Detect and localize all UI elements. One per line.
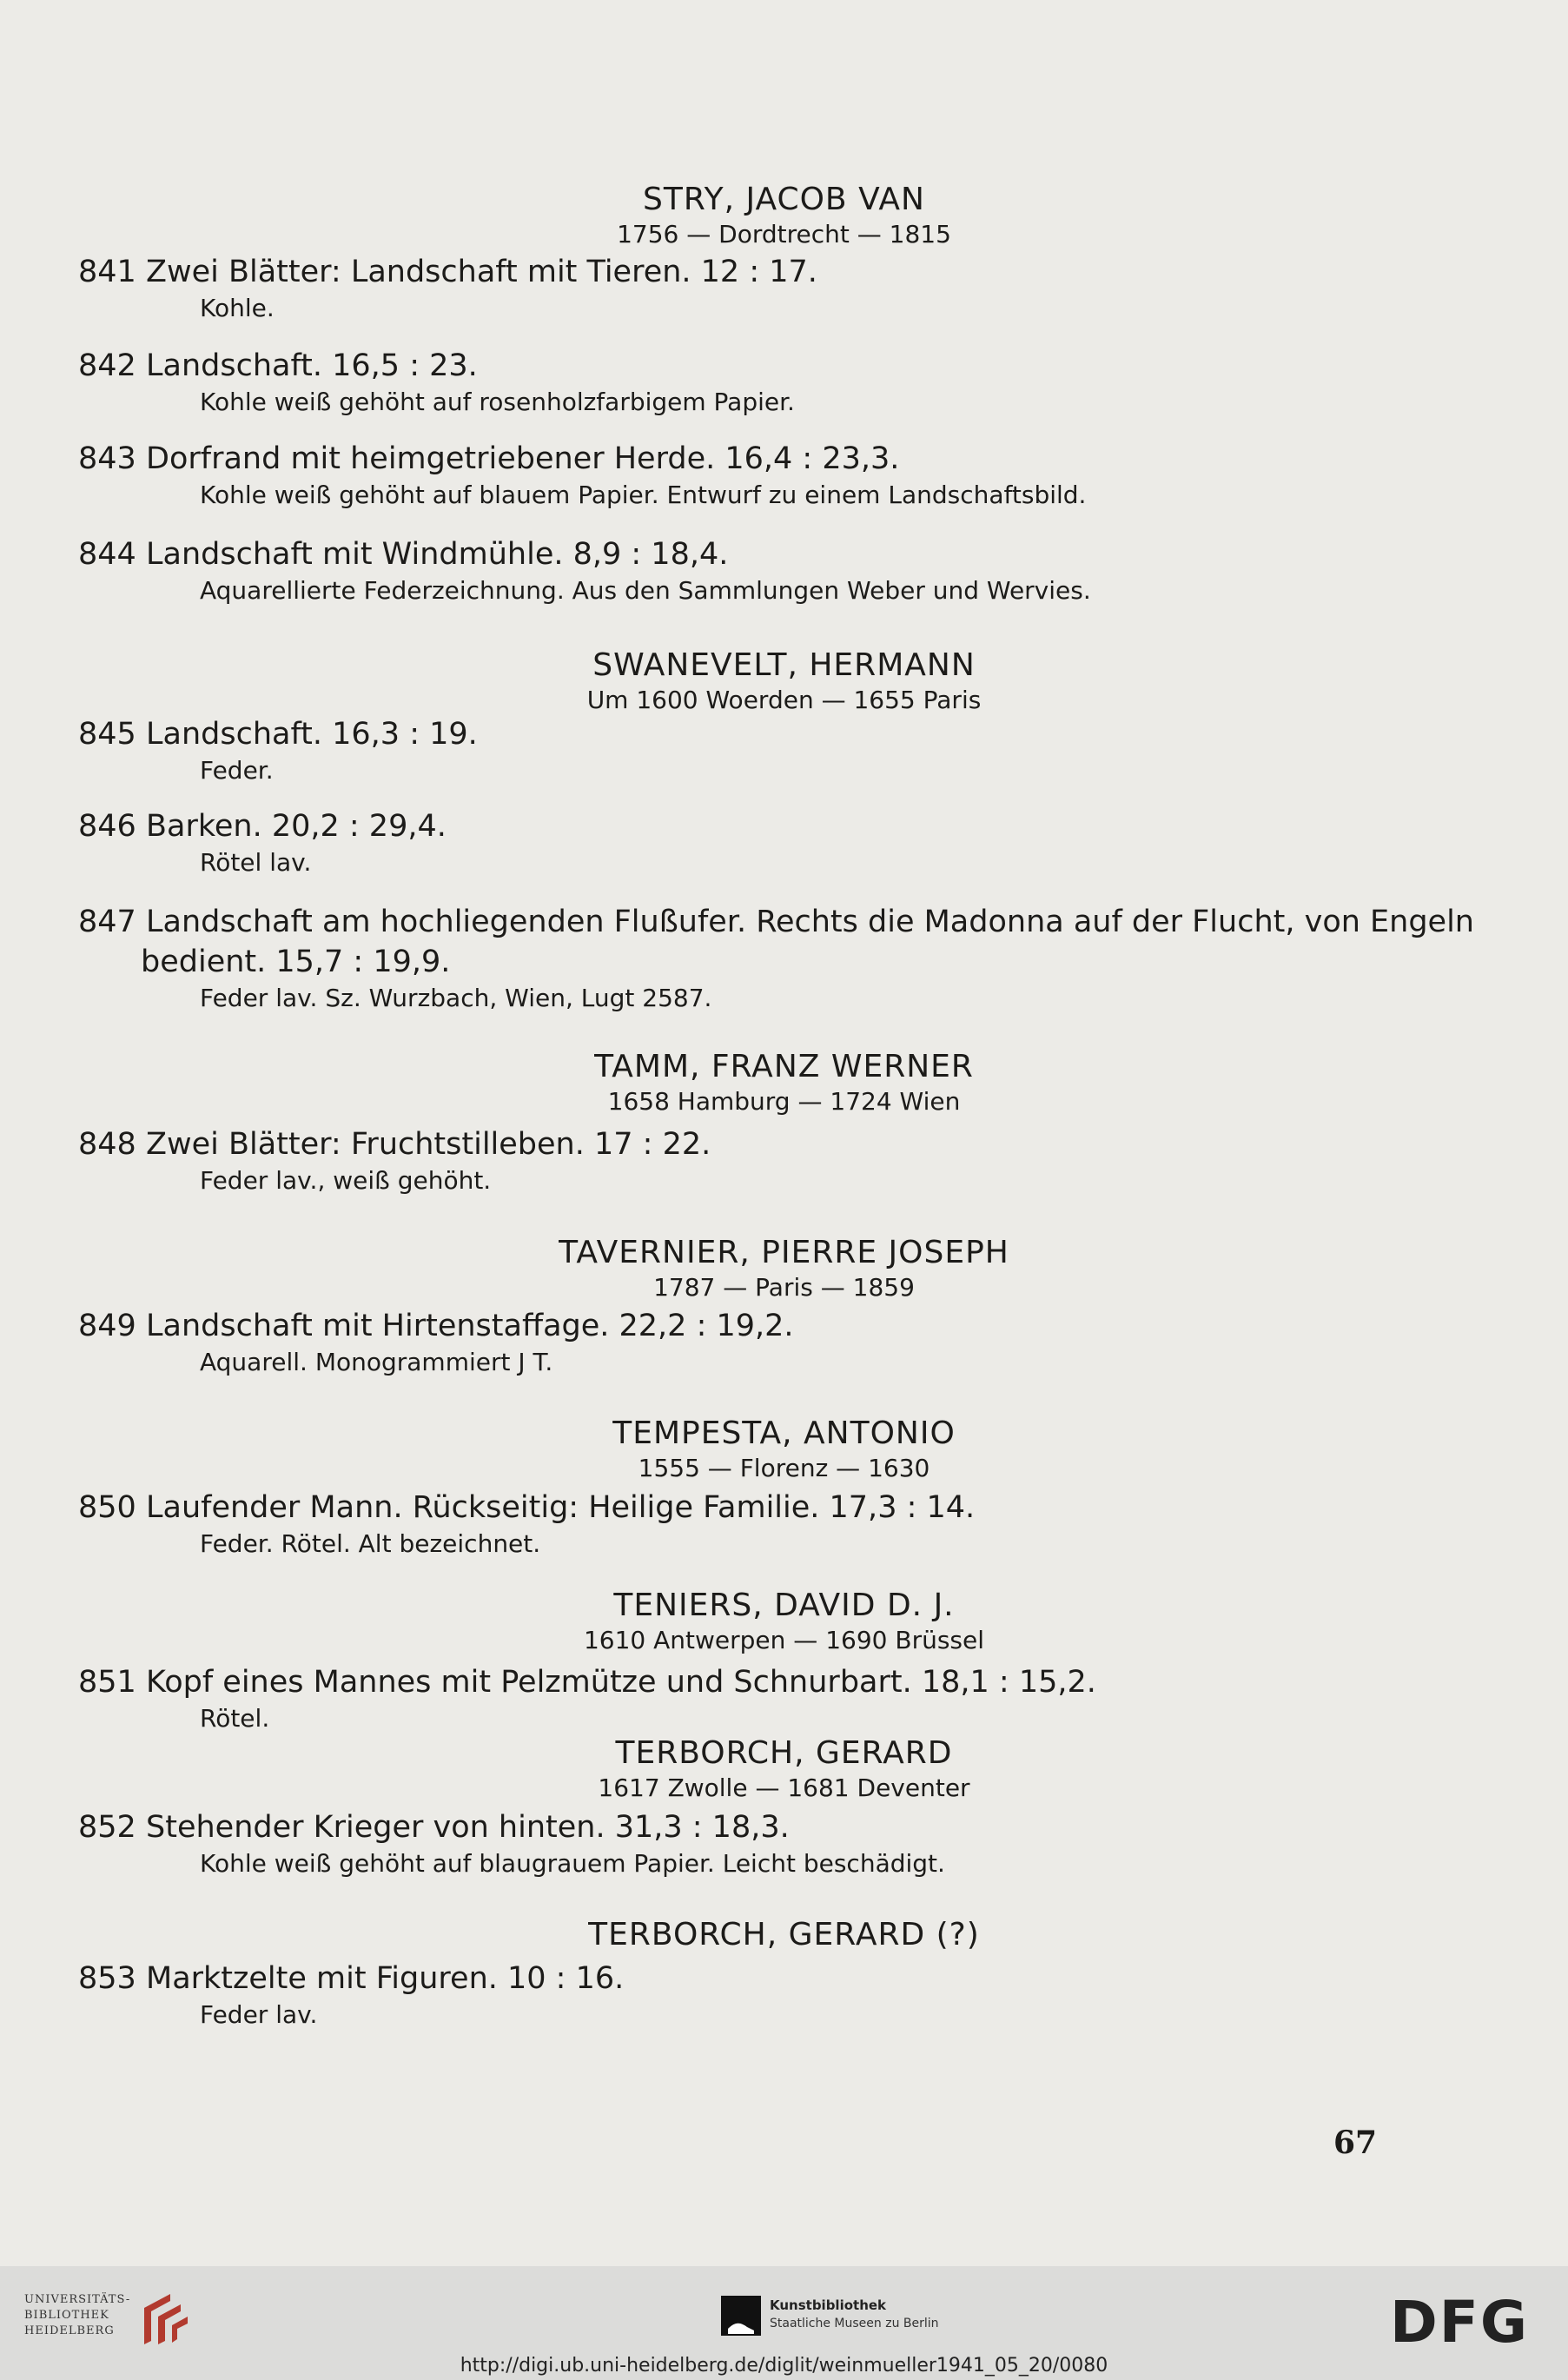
lot-title: Kopf eines Mannes mit Pelzmütze und Schnurbart. 18,1 : 15,2. xyxy=(146,1665,1096,1700)
lot-title: Landschaft. 16,3 : 19. xyxy=(146,717,478,752)
university-library-logo[interactable] xyxy=(24,2289,198,2350)
artist-heading xyxy=(0,1234,1568,1303)
lot-entry xyxy=(78,1124,1381,1197)
lot-number: 849 xyxy=(78,1309,136,1343)
artist-name: TEMPESTA, ANTONIO xyxy=(612,1415,956,1451)
logo-line: BIBLIOTHEK xyxy=(24,2309,109,2322)
artist-name: TENIERS, DAVID D. J. xyxy=(613,1588,955,1623)
lot-number: 846 xyxy=(78,809,136,844)
artist-dates: 1610 Antwerpen — 1690 Brüssel xyxy=(583,1626,985,1654)
book-emblem-icon xyxy=(136,2291,191,2348)
lot-number: 845 xyxy=(78,717,136,752)
page-number: 67 xyxy=(1333,2125,1378,2161)
artist-heading xyxy=(0,1734,1568,1804)
source-url[interactable]: http://digi.ub.uni-heidelberg.de/diglit/weinmueller1941_05_20/0080 xyxy=(460,2355,1108,2377)
kunstbibliothek-subtitle: Staatliche Museen zu Berlin xyxy=(770,2317,939,2330)
lot-description: Aquarellierte Federzeichnung. Aus den Sammlungen Weber und Wervies. xyxy=(200,576,1091,605)
lot-description: Feder lav. Sz. Wurzbach, Wien, Lugt 2587. xyxy=(200,984,712,1012)
lot-title: Landschaft mit Hirtenstaffage. 22,2 : 19,2. xyxy=(146,1309,794,1343)
artist-name: TAMM, FRANZ WERNER xyxy=(594,1049,974,1084)
lot-number: 853 xyxy=(78,1961,136,1996)
lot-description: Aquarell. Monogrammiert J T. xyxy=(200,1348,553,1376)
logo-line: HEIDELBERG xyxy=(24,2324,115,2337)
artist-heading xyxy=(0,1048,1568,1117)
artist-name: SWANEVELT, HERMANN xyxy=(592,647,976,683)
lot-number: 850 xyxy=(78,1490,136,1525)
lot-number: 841 xyxy=(78,255,136,289)
lot-entry xyxy=(78,1488,1381,1561)
artist-name: TAVERNIER, PIERRE JOSEPH xyxy=(559,1235,1009,1270)
artist-heading xyxy=(0,646,1568,716)
lot-title: Laufender Mann. Rückseitig: Heilige Familie. 17,3 : 14. xyxy=(146,1490,976,1525)
lot-entry xyxy=(78,1807,1381,1880)
lot-number: 852 xyxy=(78,1810,136,1845)
lot-title-continued: bedient. 15,7 : 19,9. xyxy=(141,945,451,979)
kunstbibliothek-name: Kunstbibliothek xyxy=(770,2297,887,2313)
artist-name: STRY, JACOB VAN xyxy=(643,182,925,217)
lot-title: Zwei Blätter: Fruchtstilleben. 17 : 22. xyxy=(146,1127,711,1162)
lot-entry xyxy=(78,346,1381,419)
lot-number: 844 xyxy=(78,537,136,572)
kunstbibliothek-logo[interactable] xyxy=(721,2291,947,2343)
lot-description: Kohle. xyxy=(200,294,275,322)
lot-number: 848 xyxy=(78,1127,136,1162)
lot-title: Marktzelte mit Figuren. 10 : 16. xyxy=(146,1961,625,1996)
lot-title: Barken. 20,2 : 29,4. xyxy=(146,809,447,844)
lot-entry xyxy=(78,1306,1381,1379)
kunstbibliothek-emblem-icon xyxy=(721,2296,761,2336)
lot-number: 851 xyxy=(78,1665,136,1700)
footer-bar xyxy=(0,2266,1568,2380)
logo-line: UNIVERSITÄTS- xyxy=(24,2293,131,2306)
lot-description: Feder. Rötel. Alt bezeichnet. xyxy=(200,1529,541,1558)
lot-entry xyxy=(78,806,1381,879)
lot-number: 842 xyxy=(78,348,136,383)
lot-entry xyxy=(78,439,1381,512)
artist-dates: 1658 Hamburg — 1724 Wien xyxy=(607,1087,961,1116)
lot-description: Kohle weiß gehöht auf rosenholzfarbigem Papier. xyxy=(200,388,795,416)
lot-entry xyxy=(78,534,1381,607)
artist-dates: Um 1600 Woerden — 1655 Paris xyxy=(586,686,982,714)
lot-description: Kohle weiß gehöht auf blaugrauem Papier. Leicht beschädigt. xyxy=(200,1849,945,1878)
lot-description: Feder. xyxy=(200,756,274,785)
artist-heading xyxy=(0,181,1568,250)
lot-description: Feder lav., weiß gehöht. xyxy=(200,1166,492,1195)
artist-heading xyxy=(0,1415,1568,1484)
lot-number: 847 xyxy=(78,905,136,939)
artist-dates: 1787 — Paris — 1859 xyxy=(653,1273,915,1302)
lot-title: Landschaft. 16,5 : 23. xyxy=(146,348,478,383)
lot-entry xyxy=(78,1959,1381,2032)
dfg-logo[interactable]: DFG xyxy=(1390,2289,1530,2356)
artist-dates: 1555 — Florenz — 1630 xyxy=(638,1454,930,1482)
artist-dates: 1756 — Dordtrecht — 1815 xyxy=(617,220,951,249)
lot-title: Landschaft am hochliegenden Flußufer. Rechts die Madonna auf der Flucht, von Engeln xyxy=(146,905,1474,939)
lot-entry xyxy=(78,1662,1381,1735)
lot-title: Landschaft mit Windmühle. 8,9 : 18,4. xyxy=(146,537,729,572)
lot-description: Kohle weiß gehöht auf blauem Papier. Entwurf zu einem Landschaftsbild. xyxy=(200,481,1087,509)
lot-description: Feder lav. xyxy=(200,2000,318,2029)
lot-title: Stehender Krieger von hinten. 31,3 : 18,3. xyxy=(146,1810,790,1845)
lot-entry xyxy=(78,714,1381,787)
lot-title: Zwei Blätter: Landschaft mit Tieren. 12 : 17. xyxy=(146,255,817,289)
artist-dates: 1617 Zwolle — 1681 Deventer xyxy=(598,1773,970,1802)
artist-name: TERBORCH, GERARD (?) xyxy=(588,1917,980,1952)
artist-heading xyxy=(0,1587,1568,1656)
lot-title: Dorfrand mit heimgetriebener Herde. 16,4 : 23,3. xyxy=(146,441,900,476)
artist-heading xyxy=(0,1916,1568,1954)
artist-name: TERBORCH, GERARD xyxy=(615,1735,953,1771)
lot-entry xyxy=(78,902,1474,1015)
university-library-logo-text xyxy=(24,2292,130,2339)
lot-entry xyxy=(78,252,1381,325)
lot-description: Rötel lav. xyxy=(200,848,312,877)
lot-number: 843 xyxy=(78,441,136,476)
lot-description: Rötel. xyxy=(200,1704,270,1733)
